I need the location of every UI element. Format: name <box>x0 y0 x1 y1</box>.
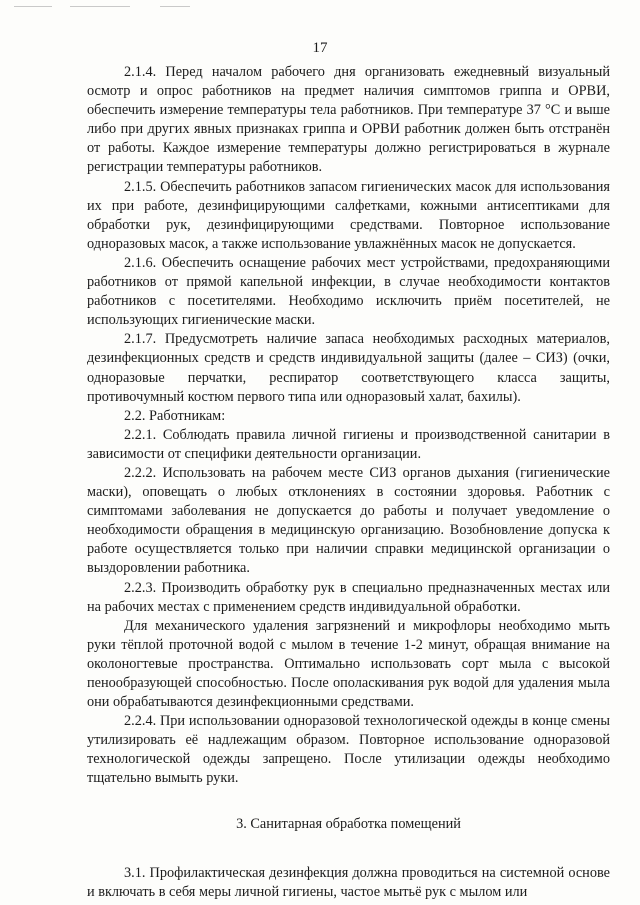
scan-artifact <box>14 6 52 7</box>
paragraph-hand-washing: Для механического удаления загрязнений и микрофлоры необходимо мыть руки тёплой проточной водой с мылом в течение 1-2 минут, обращая внимание на околоногтевые пространства. Оптимально использовать сорт мыла с высокой пенообразующей способностью. После ополаскивания рук водой для удаления мыла они обрабатываются дезинфекционными средствами. <box>87 617 610 711</box>
section-heading: 3. Санитарная обработка помещений <box>236 815 461 832</box>
paragraph-2-2-1: 2.2.1. Соблюдать правила личной гигиены и производственной санитарии в зависимости от специфики деятельности организации. <box>87 426 610 462</box>
spacer <box>87 834 610 864</box>
paragraph-3-1: 3.1. Профилактическая дезинфекция должна проводиться на системной основе и включать в себя меры личной гигиены, частое мытьё рук с мылом или <box>87 864 610 900</box>
scan-artifact <box>70 6 130 7</box>
paragraph-2-2-3: 2.2.3. Производить обработку рук в специально предназначенных местах или на рабочих местах с применением средств индивидуальной обработки. <box>87 579 610 615</box>
page-number: 17 <box>312 40 328 56</box>
paragraph-2-1-6: 2.1.6. Обеспечить оснащение рабочих мест устройствами, предохраняющими работников от прямой капельной инфекции, в случае необходимости контактов работников с посетителями. Необходимо исключить приём посетителей, не использующих гигиенические маски. <box>87 254 610 329</box>
spacer <box>87 789 610 815</box>
paragraph-2-2-2: 2.2.2. Использовать на рабочем месте СИЗ органов дыхания (гигиенические маски), оповещать о любых отклонениях в состоянии здоровья. Работник с симптомами заболевания не допускается до работы и получает уведомление о необходимости обращения в медицинскую организацию. Возобновление допуска к работе осуществляется только при наличии справки медицинской организации о выздоровлении работника. <box>87 464 610 577</box>
document-body <box>87 63 610 902</box>
paragraph-2-1-7: 2.1.7. Предусмотреть наличие запаса необходимых расходных материалов, дезинфекционных средств и средств индивидуальной защиты (далее – СИЗ) (очки, одноразовые перчатки, респиратор соответствующего класса защиты, противочумный костюм первого типа или одноразовый халат, бахилы). <box>87 331 610 405</box>
scan-artifact <box>160 6 190 7</box>
paragraph-2-1-4: 2.1.4. Перед началом рабочего дня организовать ежедневный визуальный осмотр и опрос работников на предмет наличия симптомов гриппа и ОРВИ, обеспечить измерение температуры тела работников. При температуре 37 °С и выше либо при других явных признаках гриппа и ОРВИ работник должен быть отстранён от работы. Каждое измерение температуры должно регистрироваться в журнале регистрации температуры работников. <box>87 64 610 176</box>
paragraph-2-1-5: 2.1.5. Обеспечить работников запасом гигиенических масок для использования их при работе, дезинфицирующими салфетками, кожными антисептиками для обработки рук, дезинфицирующими средствами. Повторное использование одноразовых масок, а также использование увлажнённых масок не допускается. <box>87 178 610 252</box>
paragraph-2-2-4: 2.2.4. При использовании одноразовой технологической одежды в конце смены утилизировать её надлежащим образом. Повторное использование одноразовой технологической одежды запрещено. После утилизации одежды необходимо тщательно вымыть руки. <box>87 713 610 787</box>
paragraph-2-2: 2.2. Работникам: <box>124 407 226 424</box>
